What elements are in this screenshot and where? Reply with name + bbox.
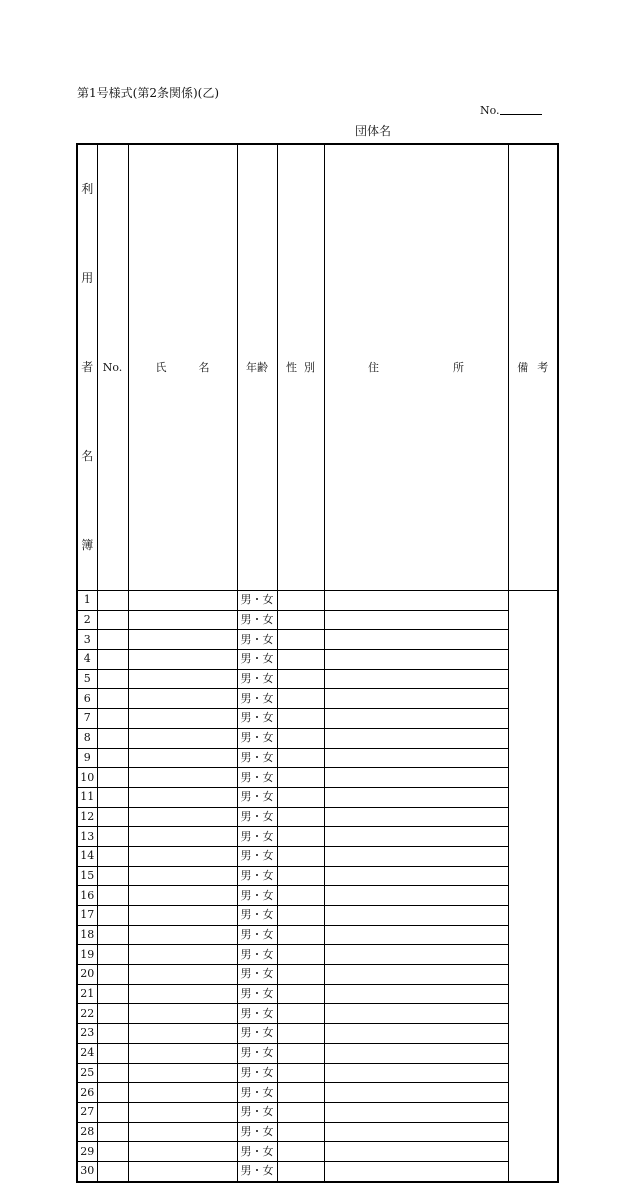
sex-cell[interactable]: 男・女 [237, 886, 277, 906]
table-row [77, 965, 558, 985]
sex-cell[interactable]: 男・女 [237, 1102, 277, 1122]
address-cell[interactable] [277, 1024, 324, 1044]
address-cell[interactable] [277, 1161, 324, 1181]
name-cell[interactable] [97, 1142, 128, 1162]
column-header-address: 住 所 [324, 144, 508, 591]
address-cell[interactable] [277, 630, 324, 650]
address-cell[interactable] [277, 807, 324, 827]
table-row [77, 650, 558, 670]
age-cell[interactable] [128, 945, 237, 965]
age-cell[interactable] [128, 1102, 237, 1122]
name-cell[interactable] [97, 709, 128, 729]
age-cell[interactable] [128, 1083, 237, 1103]
table-row [77, 866, 558, 886]
address-cell[interactable] [277, 965, 324, 985]
name-cell[interactable] [97, 1122, 128, 1142]
name-cell[interactable] [97, 748, 128, 768]
table-row [77, 709, 558, 729]
row-number: 30 [77, 1161, 97, 1181]
age-cell[interactable] [128, 807, 237, 827]
table-row [77, 768, 558, 788]
row-number: 18 [77, 925, 97, 945]
sex-cell[interactable]: 男・女 [237, 866, 277, 886]
sex-cell[interactable]: 男・女 [237, 1063, 277, 1083]
form-number [480, 104, 542, 117]
table-row [77, 1043, 558, 1063]
row-number: 11 [77, 787, 97, 807]
row-number: 20 [77, 965, 97, 985]
address-cell[interactable] [277, 1102, 324, 1122]
remarks-cell[interactable] [324, 827, 508, 847]
name-cell[interactable] [97, 1063, 128, 1083]
row-number: 28 [77, 1122, 97, 1142]
table-row [77, 689, 558, 709]
row-number: 25 [77, 1063, 97, 1083]
side-label-char: 用 [81, 271, 94, 285]
side-label-char: 者 [81, 360, 94, 374]
name-cell[interactable] [97, 965, 128, 985]
sex-cell[interactable]: 男・女 [237, 1024, 277, 1044]
remarks-cell[interactable] [324, 1004, 508, 1024]
remarks-cell[interactable] [324, 846, 508, 866]
table-row [77, 1083, 558, 1103]
remarks-cell[interactable] [324, 1024, 508, 1044]
remarks-cell[interactable] [324, 965, 508, 985]
address-cell[interactable] [277, 709, 324, 729]
remarks-cell[interactable] [324, 610, 508, 630]
table-row [77, 945, 558, 965]
group-name-label: 団体名 [355, 124, 392, 138]
remarks-cell[interactable] [324, 984, 508, 1004]
row-number: 4 [77, 650, 97, 670]
row-number: 16 [77, 886, 97, 906]
row-number: 5 [77, 669, 97, 689]
age-cell[interactable] [128, 846, 237, 866]
table-row [77, 1004, 558, 1024]
table-row [77, 630, 558, 650]
age-cell[interactable] [128, 1142, 237, 1162]
table-row [77, 748, 558, 768]
table-row [77, 846, 558, 866]
header-row [77, 144, 558, 591]
sex-cell[interactable]: 男・女 [237, 1043, 277, 1063]
address-cell[interactable] [277, 591, 324, 611]
sex-cell[interactable]: 男・女 [237, 807, 277, 827]
table-row [77, 591, 558, 611]
age-cell[interactable] [128, 1161, 237, 1181]
name-cell[interactable] [97, 669, 128, 689]
column-header-age: 年齢 [237, 144, 277, 591]
age-cell[interactable] [128, 787, 237, 807]
sex-cell[interactable]: 男・女 [237, 945, 277, 965]
address-cell[interactable] [277, 984, 324, 1004]
age-cell[interactable] [128, 1024, 237, 1044]
address-cell[interactable] [277, 866, 324, 886]
sex-cell[interactable]: 男・女 [237, 1004, 277, 1024]
remarks-cell[interactable] [324, 630, 508, 650]
address-cell[interactable] [277, 925, 324, 945]
age-cell[interactable] [128, 669, 237, 689]
remarks-cell[interactable] [324, 748, 508, 768]
row-number: 17 [77, 906, 97, 926]
remarks-cell[interactable] [324, 1142, 508, 1162]
address-cell[interactable] [277, 748, 324, 768]
side-label-char: 簿 [81, 538, 94, 552]
remarks-cell[interactable] [324, 650, 508, 670]
name-cell[interactable] [97, 1102, 128, 1122]
remarks-cell[interactable] [324, 886, 508, 906]
address-cell[interactable] [277, 768, 324, 788]
sex-cell[interactable]: 男・女 [237, 906, 277, 926]
row-number: 26 [77, 1083, 97, 1103]
row-number: 21 [77, 984, 97, 1004]
column-header-no: No. [97, 144, 128, 591]
sex-cell[interactable]: 男・女 [237, 610, 277, 630]
name-cell[interactable] [97, 1043, 128, 1063]
form-number-line[interactable] [500, 104, 542, 115]
name-cell[interactable] [97, 906, 128, 926]
row-number: 7 [77, 709, 97, 729]
sex-cell[interactable]: 男・女 [237, 846, 277, 866]
row-number: 14 [77, 846, 97, 866]
remarks-cell[interactable] [324, 768, 508, 788]
remarks-cell[interactable] [324, 709, 508, 729]
row-number: 15 [77, 866, 97, 886]
age-cell[interactable] [128, 866, 237, 886]
age-cell[interactable] [128, 728, 237, 748]
remarks-cell[interactable] [324, 591, 508, 611]
name-cell[interactable] [97, 925, 128, 945]
table-row [77, 1122, 558, 1142]
age-cell[interactable] [128, 906, 237, 926]
sex-cell[interactable]: 男・女 [237, 591, 277, 611]
address-cell[interactable] [277, 1063, 324, 1083]
table-row [77, 1142, 558, 1162]
address-cell[interactable] [277, 669, 324, 689]
table-row [77, 728, 558, 748]
remarks-cell[interactable] [324, 689, 508, 709]
name-cell[interactable] [97, 728, 128, 748]
row-number: 6 [77, 689, 97, 709]
age-cell[interactable] [128, 1122, 237, 1142]
age-cell[interactable] [128, 827, 237, 847]
sex-cell[interactable]: 男・女 [237, 827, 277, 847]
address-cell[interactable] [277, 1004, 324, 1024]
remarks-cell[interactable] [324, 906, 508, 926]
column-header-sex: 性 別 [277, 144, 324, 591]
sex-cell[interactable]: 男・女 [237, 630, 277, 650]
form-title: 第1号様式(第2条関係)(乙) [77, 86, 219, 100]
remarks-cell[interactable] [324, 1161, 508, 1181]
remarks-cell[interactable] [324, 787, 508, 807]
table-row [77, 827, 558, 847]
address-cell[interactable] [277, 886, 324, 906]
address-cell[interactable] [277, 906, 324, 926]
row-number: 29 [77, 1142, 97, 1162]
age-cell[interactable] [128, 689, 237, 709]
name-cell[interactable] [97, 768, 128, 788]
side-label-char: 利 [81, 182, 94, 196]
table-row [77, 886, 558, 906]
table-row [77, 669, 558, 689]
name-cell[interactable] [97, 807, 128, 827]
remarks-cell[interactable] [324, 925, 508, 945]
remarks-cell[interactable] [324, 1083, 508, 1103]
remarks-cell[interactable] [324, 945, 508, 965]
sex-cell[interactable]: 男・女 [237, 768, 277, 788]
sex-cell[interactable]: 男・女 [237, 984, 277, 1004]
age-cell[interactable] [128, 650, 237, 670]
name-cell[interactable] [97, 886, 128, 906]
table-row [77, 1102, 558, 1122]
sex-cell[interactable]: 男・女 [237, 1083, 277, 1103]
table-row [77, 610, 558, 630]
remarks-cell[interactable] [324, 728, 508, 748]
age-cell[interactable] [128, 965, 237, 985]
table-row [77, 807, 558, 827]
remarks-cell[interactable] [324, 1043, 508, 1063]
sex-cell[interactable]: 男・女 [237, 689, 277, 709]
address-cell[interactable] [277, 1083, 324, 1103]
row-number: 13 [77, 827, 97, 847]
address-cell[interactable] [277, 610, 324, 630]
remarks-cell[interactable] [324, 807, 508, 827]
name-cell[interactable] [97, 846, 128, 866]
row-number: 22 [77, 1004, 97, 1024]
name-cell[interactable] [97, 827, 128, 847]
row-number: 9 [77, 748, 97, 768]
table-row [77, 1161, 558, 1181]
address-cell[interactable] [277, 827, 324, 847]
row-number: 12 [77, 807, 97, 827]
sex-cell[interactable]: 男・女 [237, 728, 277, 748]
remarks-cell[interactable] [324, 1063, 508, 1083]
sex-cell[interactable]: 男・女 [237, 1142, 277, 1162]
user-roster-table [76, 143, 559, 1183]
row-number: 8 [77, 728, 97, 748]
age-cell[interactable] [128, 748, 237, 768]
address-cell[interactable] [277, 1043, 324, 1063]
remarks-cell[interactable] [324, 1122, 508, 1142]
age-cell[interactable] [128, 591, 237, 611]
address-cell[interactable] [277, 1122, 324, 1142]
row-number: 24 [77, 1043, 97, 1063]
sex-cell[interactable]: 男・女 [237, 650, 277, 670]
table-row [77, 1024, 558, 1044]
name-cell[interactable] [97, 866, 128, 886]
address-cell[interactable] [277, 650, 324, 670]
sex-cell[interactable]: 男・女 [237, 925, 277, 945]
row-number: 3 [77, 630, 97, 650]
age-cell[interactable] [128, 886, 237, 906]
address-cell[interactable] [277, 1142, 324, 1162]
column-header-name: 氏 名 [128, 144, 237, 591]
address-cell[interactable] [277, 787, 324, 807]
row-number: 10 [77, 768, 97, 788]
table-row [77, 1063, 558, 1083]
remarks-cell[interactable] [324, 866, 508, 886]
age-cell[interactable] [128, 768, 237, 788]
sex-cell[interactable]: 男・女 [237, 965, 277, 985]
sex-cell[interactable]: 男・女 [237, 787, 277, 807]
name-cell[interactable] [97, 1004, 128, 1024]
age-cell[interactable] [128, 984, 237, 1004]
name-cell[interactable] [97, 945, 128, 965]
address-cell[interactable] [277, 689, 324, 709]
sex-cell[interactable]: 男・女 [237, 709, 277, 729]
table-row [77, 787, 558, 807]
remarks-cell[interactable] [324, 669, 508, 689]
name-cell[interactable] [97, 1024, 128, 1044]
name-cell[interactable] [97, 630, 128, 650]
name-cell[interactable] [97, 1161, 128, 1181]
sex-cell[interactable]: 男・女 [237, 748, 277, 768]
age-cell[interactable] [128, 610, 237, 630]
name-cell[interactable] [97, 610, 128, 630]
sex-cell[interactable]: 男・女 [237, 669, 277, 689]
age-cell[interactable] [128, 1043, 237, 1063]
age-cell[interactable] [128, 925, 237, 945]
name-cell[interactable] [97, 650, 128, 670]
side-label [77, 144, 97, 591]
name-cell[interactable] [97, 1083, 128, 1103]
address-cell[interactable] [277, 728, 324, 748]
row-number: 23 [77, 1024, 97, 1044]
address-cell[interactable] [277, 846, 324, 866]
form-number-label: No. [480, 104, 500, 117]
row-number: 19 [77, 945, 97, 965]
column-header-remarks: 備 考 [508, 144, 558, 591]
row-number: 27 [77, 1102, 97, 1122]
age-cell[interactable] [128, 630, 237, 650]
name-cell[interactable] [97, 689, 128, 709]
row-number: 1 [77, 591, 97, 611]
name-cell[interactable] [97, 984, 128, 1004]
address-cell[interactable] [277, 945, 324, 965]
remarks-cell[interactable] [324, 1102, 508, 1122]
name-cell[interactable] [97, 787, 128, 807]
table-row [77, 984, 558, 1004]
side-label-char: 名 [81, 449, 94, 463]
sex-cell[interactable]: 男・女 [237, 1122, 277, 1142]
age-cell[interactable] [128, 709, 237, 729]
table-row [77, 906, 558, 926]
row-number: 2 [77, 610, 97, 630]
age-cell[interactable] [128, 1004, 237, 1024]
age-cell[interactable] [128, 1063, 237, 1083]
sex-cell[interactable]: 男・女 [237, 1161, 277, 1181]
table-row [77, 925, 558, 945]
name-cell[interactable] [97, 591, 128, 611]
